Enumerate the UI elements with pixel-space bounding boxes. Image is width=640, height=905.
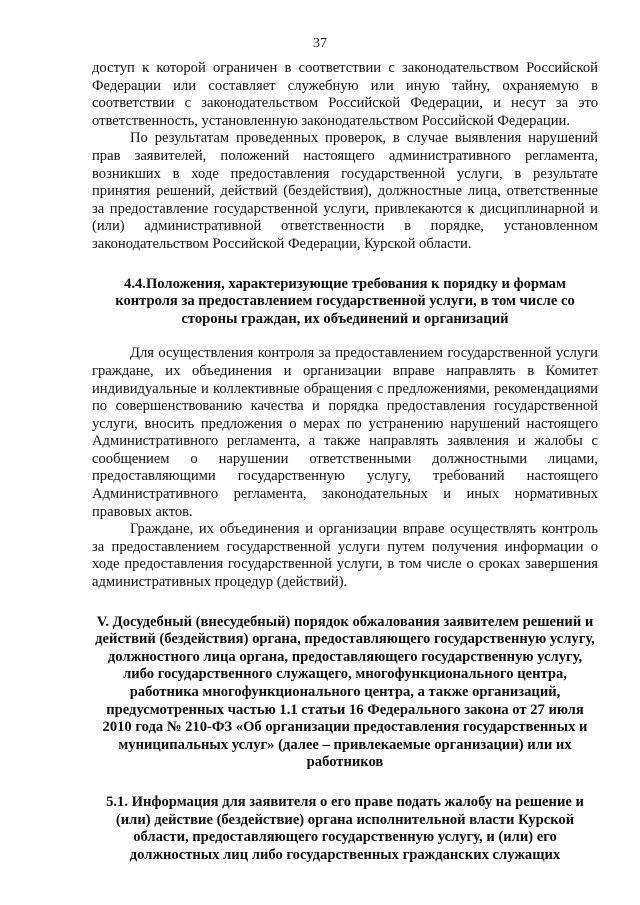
spacer	[92, 772, 598, 794]
spacer	[92, 592, 598, 614]
section-heading-5-1: 5.1. Информация для заявителя о его праве подать жалобу на решение и (или) действие (бездействие) органа исполнительной власти Курской области, предоставляющего государственную услугу, и (или) его должностных лиц либо государственных гражданских служащих	[106, 793, 584, 863]
paragraph-inspection-results: По результатам проведенных проверок, в случае выявления нарушений прав заявителей, положений настоящего административного регламента, возникших в ходе предоставления государственной услуги, в результате принятия решений, действий (бездействия), должностные лица, ответственные за предоставление государственной услуги, привлекаются к дисциплинарной и (или) административной ответственности в порядке, установленном законодательством Российской Федерации, Курской области.	[92, 130, 598, 252]
paragraph-citizen-information: Граждане, их объединения и организации вправе осуществлять контроль за предоставлением государственной услуги путем получения информации о ходе предоставления государственной услуги, в том числе о сроках завершения административных процедур (действий).	[92, 521, 598, 591]
section-heading-4-4: 4.4.Положения, характеризующие требования к порядку и формам контроля за предоставлением государственной услуги, в том числе со стороны граждан, их объединений и организаций	[115, 275, 575, 327]
document-body	[92, 60, 598, 864]
spacer	[92, 328, 598, 345]
paragraph-responsibility-disclosure: доступ к которой ограничен в соответствии с законодательством Российской Федерации или составляет служебную или иную тайну, охраняемую в соответствии с законодательством Российской Федерации, и несут за это ответственность, установленную законодательством Российской Федерации.	[92, 60, 598, 129]
page-number: 37	[313, 36, 327, 51]
paragraph-citizen-control: Для осуществления контроля за предоставлением государственной услуги граждане, их объединения и организации вправе направлять в Комитет индивидуальные и коллективные обращения с предложениями, рекомендациями по совершенствованию качества и порядка предоставления государственной услуги, вносить предложения о мерах по устранению нарушений настоящего Административного регламента, а также направлять заявления и жалобы с сообщением о нарушении ответственными должностными лицами, предоставляющими государственную услугу, требований настоящего Административного регламента, законодательных и иных нормативных правовых актов.	[92, 345, 598, 520]
spacer	[92, 254, 598, 276]
section-heading-v: V. Досудебный (внесудебный) порядок обжалования заявителем решений и действий (бездействия) органа, предоставляющего государственную услугу, должностного лица органа, предоставляющего государственную услугу, либо государственного служащего, многофункционального центра, работника многофункционального центра, а также организаций, предусмотренных частью 1.1 статьи 16 Федерального закона от 27 июля 2010 года № 210-ФЗ «Об организации предоставления государственных и муниципальных услуг» (далее – привлекаемые организации) или их работников	[95, 613, 595, 771]
